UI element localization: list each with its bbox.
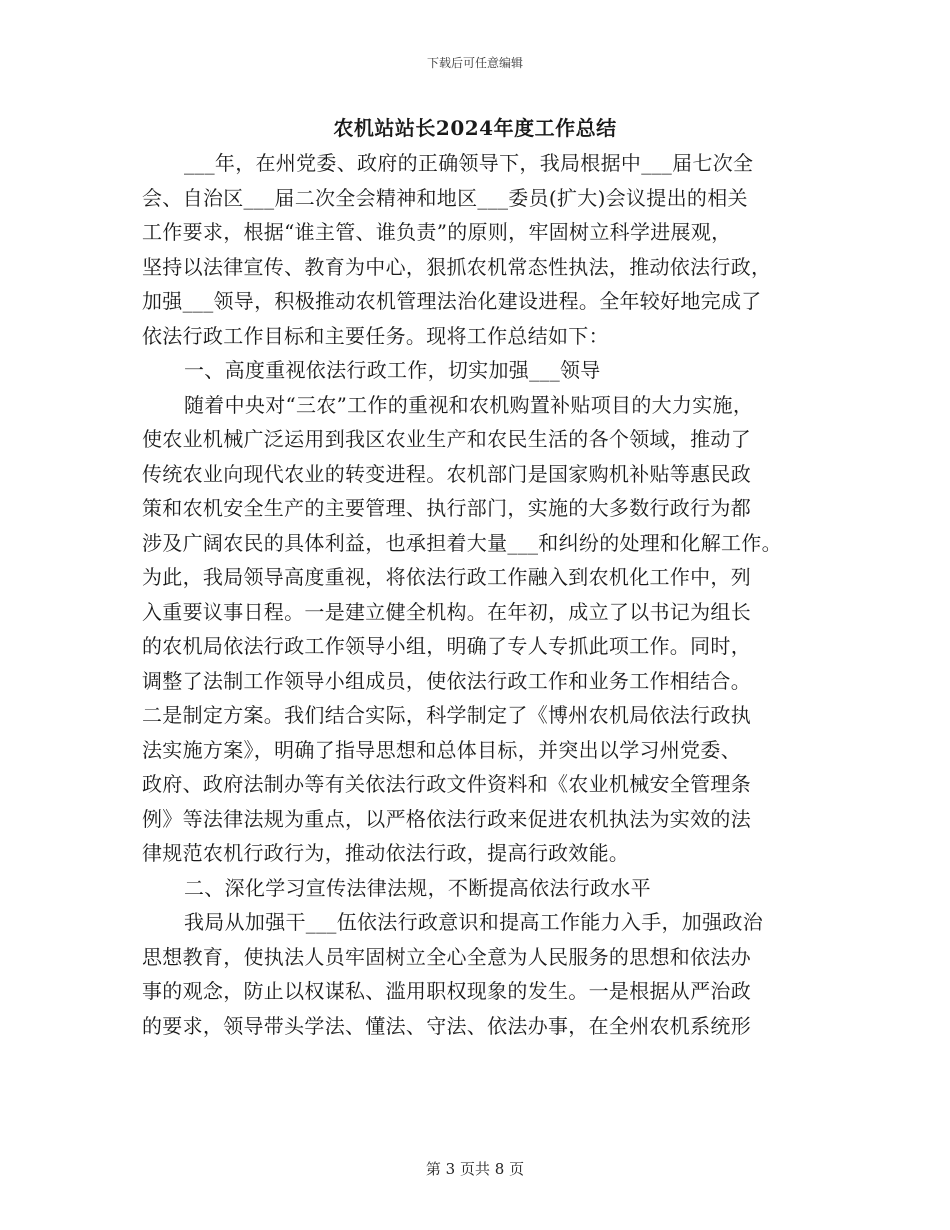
paragraph-line: 传统农业向现代农业的转变进程。农机部门是国家购机补贴等惠民政 [142,461,751,486]
paragraph-line: 事的观念，防止以权谋私、滥用职权现象的发生。一是根据从严治政 [142,979,751,1003]
paragraph-line: 策和农机安全生产的主要管理、执行部门，实施的大多数行政行为都 [142,496,751,520]
paragraph-line: ___年，在州党委、政府的正确领导下，我局根据中___届七次全 [184,151,754,175]
section-heading: 二、深化学习宣传法律法规，不断提高依法行政水平 [184,875,651,900]
document-body [142,146,810,1043]
document-title: 农机站站长2024年度工作总结 [333,116,617,140]
paragraph-line: 会、自治区___届二次全会精神和地区___委员(扩大)会议提出的相关 [142,185,748,210]
paragraph-line: 二是制定方案。我们结合实际，科学制定了《博州农机局依法行政执 [142,703,751,727]
paragraph-line: 调整了法制工作领导小组成员，使依法行政工作和业务工作相结合。 [142,668,751,693]
paragraph-line: 法实施方案》，明确了指导思想和总体目标，并突出以学习州党委、 [142,737,741,762]
paragraph-line: 政府、政府法制办等有关依法行政文件资料和《农业机械安全管理条 [142,772,751,796]
paragraph-line: 律规范农机行政行为，推动依法行政，提高行政效能。 [142,841,630,865]
paragraph-line: 加强___领导，积极推动农机管理法治化建设进程。全年较好地完成了 [142,289,762,313]
paragraph-line: 入重要议事日程。一是建立健全机构。在年初，成立了以书记为组长 [142,599,751,624]
section-heading: 一、高度重视依法行政工作，切实加强___领导 [184,358,601,382]
paragraph-line: 随着中央对“三农”工作的重视和农机购置补贴项目的大力实施， [184,392,754,417]
page-number: 第 3 页共 8 页 [425,1160,525,1178]
paragraph-line: 例》等法律法规为重点，以严格依法行政来促进农机执法为实效的法 [142,806,751,831]
paragraph-line: 使农业机械广泛运用到我区农业生产和农民生活的各个领域，推动了 [142,427,751,451]
paragraph-line: 坚持以法律宣传、教育为中心，狠抓农机常态性执法，推动依法行政， [142,254,772,279]
paragraph-line: 我局从加强干___伍依法行政意识和提高工作能力入手，加强政治 [184,910,763,934]
paragraph-line: 为此，我局领导高度重视，将依法行政工作融入到农机化工作中，列 [142,565,751,589]
paragraph-line: 涉及广阔农民的具体利益，也承担着大量___和纠纷的处理和化解工作。 [142,530,782,555]
paragraph-line: 思想教育，使执法人员牢固树立全心全意为人民服务的思想和依法办 [142,944,751,969]
paragraph-line: 工作要求，根据“谁主管、谁负责”的原则，牢固树立科学进展观， [142,220,732,244]
paragraph-line: 的农机局依法行政工作领导小组，明确了专人专抓此项工作。同时， [142,634,751,658]
header-note: 下载后可任意编辑 [426,56,523,70]
paragraph-line: 依法行政工作目标和主要任务。现将工作总结如下： [142,323,609,348]
paragraph-line: 的要求，领导带头学法、懂法、守法、依法办事，在全州农机系统形 [142,1013,751,1038]
